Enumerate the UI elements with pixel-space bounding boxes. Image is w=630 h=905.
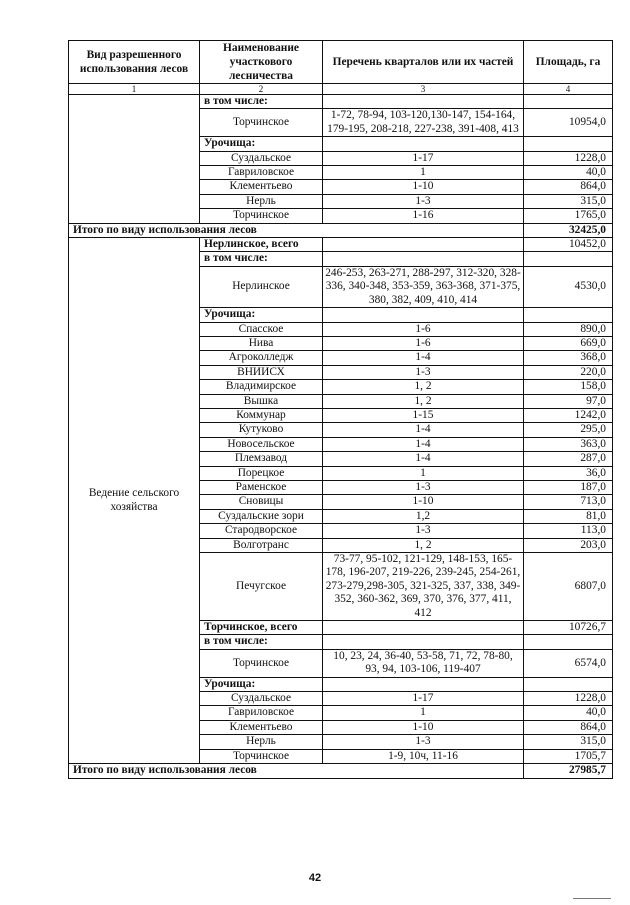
forestry-name-cell: Порецкое bbox=[200, 466, 323, 480]
forestry-name-cell: Спасское bbox=[200, 322, 323, 336]
forestry-name-cell: Суздальское bbox=[200, 692, 323, 706]
quarters-cell bbox=[323, 621, 524, 635]
header-area: Площадь, га bbox=[524, 41, 613, 84]
quarters-cell: 1-10 bbox=[323, 180, 524, 194]
area-cell: 864,0 bbox=[524, 720, 613, 734]
total-label: Итого по виду использования лесов bbox=[69, 764, 524, 778]
quarters-cell: 1, 2 bbox=[323, 538, 524, 552]
forestry-name-cell: Торчинское bbox=[200, 209, 323, 223]
quarters-cell: 1-3 bbox=[323, 194, 524, 208]
quarters-cell: 1-10 bbox=[323, 720, 524, 734]
forestry-name-cell: Нерлинское, всего bbox=[200, 238, 323, 252]
forestry-name-cell: Волготранс bbox=[200, 538, 323, 552]
quarters-cell: 1-4 bbox=[323, 423, 524, 437]
scan-mark bbox=[573, 898, 611, 899]
forestry-name-cell: Коммунар bbox=[200, 408, 323, 422]
table-row bbox=[69, 95, 613, 109]
area-cell: 4530,0 bbox=[524, 266, 613, 307]
quarters-cell: 1-3 bbox=[323, 524, 524, 538]
area-cell: 1228,0 bbox=[524, 692, 613, 706]
area-cell: 864,0 bbox=[524, 180, 613, 194]
area-cell bbox=[524, 137, 613, 151]
forestry-name-cell: Торчинское, всего bbox=[200, 621, 323, 635]
quarters-cell bbox=[323, 137, 524, 151]
header-row bbox=[69, 41, 613, 84]
forestry-name-cell: Урочища: bbox=[200, 677, 323, 691]
area-cell: 40,0 bbox=[524, 166, 613, 180]
forestry-name-cell: Нива bbox=[200, 336, 323, 350]
total-area: 32425,0 bbox=[524, 223, 613, 237]
quarters-cell bbox=[323, 238, 524, 252]
quarters-cell: 1 bbox=[323, 466, 524, 480]
area-cell: 40,0 bbox=[524, 706, 613, 720]
area-cell: 10954,0 bbox=[524, 109, 613, 137]
area-cell: 81,0 bbox=[524, 509, 613, 523]
area-cell: 368,0 bbox=[524, 351, 613, 365]
quarters-cell: 1-4 bbox=[323, 452, 524, 466]
header-quarters: Перечень кварталов или их частей bbox=[323, 41, 524, 84]
forestry-name-cell: Вышка bbox=[200, 394, 323, 408]
quarters-cell: 1 bbox=[323, 706, 524, 720]
column-number-row bbox=[69, 84, 613, 95]
quarters-cell: 1-17 bbox=[323, 151, 524, 165]
area-cell bbox=[524, 95, 613, 109]
forestry-name-cell: Раменское bbox=[200, 480, 323, 494]
area-cell: 1228,0 bbox=[524, 151, 613, 165]
header-use-type: Вид разрешенного использования лесов bbox=[69, 41, 200, 84]
forestry-name-cell: Торчинское bbox=[200, 749, 323, 763]
quarters-cell bbox=[323, 95, 524, 109]
area-cell: 713,0 bbox=[524, 495, 613, 509]
total-row bbox=[69, 223, 613, 237]
area-cell: 315,0 bbox=[524, 194, 613, 208]
forestry-name-cell: Печугское bbox=[200, 553, 323, 621]
quarters-cell bbox=[323, 252, 524, 266]
total-area: 27985,7 bbox=[524, 764, 613, 778]
forestry-name-cell: Клементьево bbox=[200, 720, 323, 734]
col-number: 1 bbox=[69, 84, 200, 95]
forestry-name-cell: Торчинское bbox=[200, 649, 323, 677]
table-row bbox=[69, 238, 613, 252]
forestry-name-cell: Племзавод bbox=[200, 452, 323, 466]
forestry-name-cell: Торчинское bbox=[200, 109, 323, 137]
use-type-cell bbox=[69, 95, 200, 224]
quarters-cell: 1-15 bbox=[323, 408, 524, 422]
area-cell: 315,0 bbox=[524, 735, 613, 749]
forestry-name-cell: в том числе: bbox=[200, 635, 323, 649]
area-cell: 203,0 bbox=[524, 538, 613, 552]
quarters-cell: 73-77, 95-102, 121-129, 148-153, 165-178, 196-207, 219-226, 239-245, 254-261, 273-279,298-305, 321-325, 337, 338, 349-352, 360-362, 369, 370, 376, 377, 411, 412 bbox=[323, 553, 524, 621]
page-number: 42 bbox=[308, 872, 322, 884]
col-number: 3 bbox=[323, 84, 524, 95]
area-cell: 1705,7 bbox=[524, 749, 613, 763]
forestry-name-cell: Урочища: bbox=[200, 137, 323, 151]
area-cell bbox=[524, 635, 613, 649]
forestry-name-cell: Нерлинское bbox=[200, 266, 323, 307]
quarters-cell: 1-6 bbox=[323, 322, 524, 336]
area-cell: 6574,0 bbox=[524, 649, 613, 677]
quarters-cell: 1-3 bbox=[323, 365, 524, 379]
area-cell: 6807,0 bbox=[524, 553, 613, 621]
area-cell: 10726,7 bbox=[524, 621, 613, 635]
area-cell bbox=[524, 252, 613, 266]
area-cell: 158,0 bbox=[524, 380, 613, 394]
table-body bbox=[69, 95, 613, 779]
forest-use-table bbox=[68, 40, 613, 779]
col-number: 2 bbox=[200, 84, 323, 95]
forestry-name-cell: Урочища: bbox=[200, 308, 323, 322]
quarters-cell: 1-16 bbox=[323, 209, 524, 223]
area-cell: 36,0 bbox=[524, 466, 613, 480]
forestry-name-cell: Кутуково bbox=[200, 423, 323, 437]
quarters-cell: 1-10 bbox=[323, 495, 524, 509]
forestry-name-cell: Суздальские зори bbox=[200, 509, 323, 523]
quarters-cell: 1-3 bbox=[323, 735, 524, 749]
forestry-name-cell: Агроколледж bbox=[200, 351, 323, 365]
forestry-name-cell: в том числе: bbox=[200, 95, 323, 109]
quarters-cell bbox=[323, 308, 524, 322]
area-cell: 220,0 bbox=[524, 365, 613, 379]
forestry-name-cell: Сновицы bbox=[200, 495, 323, 509]
quarters-cell: 1,2 bbox=[323, 509, 524, 523]
quarters-cell: 1, 2 bbox=[323, 394, 524, 408]
quarters-cell bbox=[323, 677, 524, 691]
area-cell: 10452,0 bbox=[524, 238, 613, 252]
area-cell: 1242,0 bbox=[524, 408, 613, 422]
area-cell: 113,0 bbox=[524, 524, 613, 538]
area-cell bbox=[524, 677, 613, 691]
forestry-name-cell: в том числе: bbox=[200, 252, 323, 266]
use-type-cell: Ведение сельского хозяйства bbox=[69, 238, 200, 764]
area-cell: 295,0 bbox=[524, 423, 613, 437]
area-cell: 1765,0 bbox=[524, 209, 613, 223]
total-label: Итого по виду использования лесов bbox=[69, 223, 524, 237]
forestry-name-cell: Гавриловское bbox=[200, 706, 323, 720]
quarters-cell bbox=[323, 635, 524, 649]
quarters-cell: 10, 23, 24, 36-40, 53-58, 71, 72, 78-80, 93, 94, 103-106, 119-407 bbox=[323, 649, 524, 677]
forestry-name-cell: Новосельское bbox=[200, 437, 323, 451]
quarters-cell: 1-4 bbox=[323, 437, 524, 451]
forestry-name-cell: Нерль bbox=[200, 735, 323, 749]
forestry-name-cell: Владимирское bbox=[200, 380, 323, 394]
forestry-name-cell: ВНИИСХ bbox=[200, 365, 323, 379]
quarters-cell: 1-4 bbox=[323, 351, 524, 365]
area-cell bbox=[524, 308, 613, 322]
quarters-cell: 1 bbox=[323, 166, 524, 180]
forestry-name-cell: Клементьево bbox=[200, 180, 323, 194]
quarters-cell: 246-253, 263-271, 288-297, 312-320, 328-336, 340-348, 353-359, 363-368, 371-375, 380, 382, 409, 410, 414 bbox=[323, 266, 524, 307]
quarters-cell: 1-3 bbox=[323, 480, 524, 494]
quarters-cell: 1-6 bbox=[323, 336, 524, 350]
forestry-name-cell: Стародворское bbox=[200, 524, 323, 538]
quarters-cell: 1-17 bbox=[323, 692, 524, 706]
quarters-cell: 1-72, 78-94, 103-120,130-147, 154-164, 179-195, 208-218, 227-238, 391-408, 413 bbox=[323, 109, 524, 137]
area-cell: 890,0 bbox=[524, 322, 613, 336]
header-forestry: Наименование участкового лесничества bbox=[200, 41, 323, 84]
quarters-cell: 1, 2 bbox=[323, 380, 524, 394]
area-cell: 669,0 bbox=[524, 336, 613, 350]
forestry-name-cell: Гавриловское bbox=[200, 166, 323, 180]
area-cell: 287,0 bbox=[524, 452, 613, 466]
area-cell: 363,0 bbox=[524, 437, 613, 451]
area-cell: 187,0 bbox=[524, 480, 613, 494]
forestry-name-cell: Нерль bbox=[200, 194, 323, 208]
total-row bbox=[69, 764, 613, 778]
area-cell: 97,0 bbox=[524, 394, 613, 408]
quarters-cell: 1-9, 10ч, 11-16 bbox=[323, 749, 524, 763]
forestry-name-cell: Суздальское bbox=[200, 151, 323, 165]
col-number: 4 bbox=[524, 84, 613, 95]
